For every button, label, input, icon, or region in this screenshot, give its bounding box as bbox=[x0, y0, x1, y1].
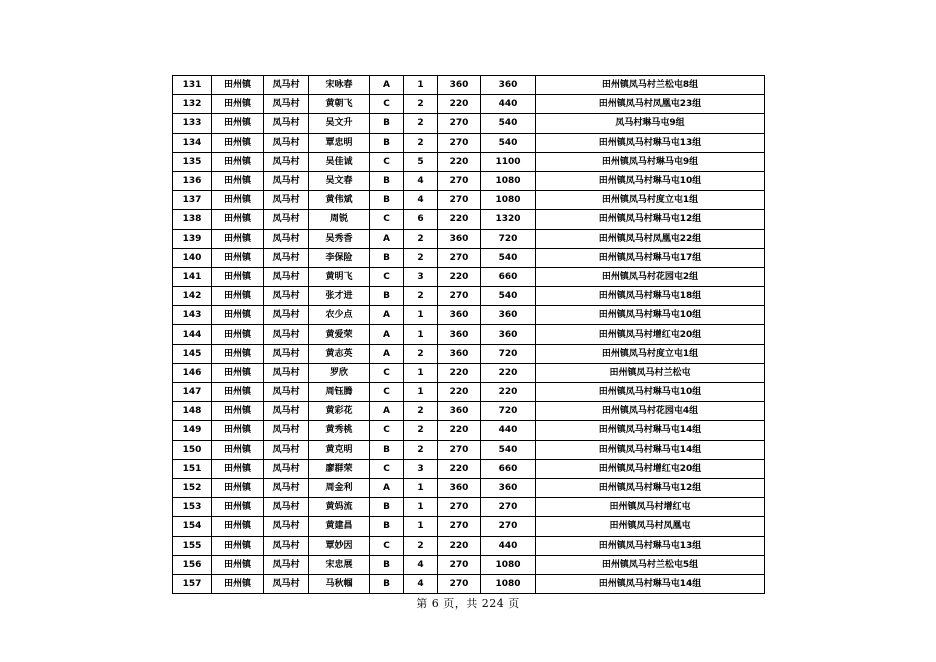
standard-cell: 220 bbox=[438, 267, 481, 286]
standard-cell: 270 bbox=[438, 555, 481, 574]
amount-cell: 660 bbox=[481, 459, 536, 478]
count-cell: 6 bbox=[404, 210, 438, 229]
amount-cell: 360 bbox=[481, 478, 536, 497]
standard-cell: 270 bbox=[438, 171, 481, 190]
count-cell: 2 bbox=[404, 402, 438, 421]
name-cell: 覃忠明 bbox=[309, 133, 370, 152]
amount-cell: 1080 bbox=[481, 171, 536, 190]
village-cell: 凤马村 bbox=[264, 76, 309, 95]
grade-cell: B bbox=[370, 171, 404, 190]
grade-cell: B bbox=[370, 555, 404, 574]
town-cell: 田州镇 bbox=[212, 171, 264, 190]
row-number: 141 bbox=[173, 267, 212, 286]
village-cell: 凤马村 bbox=[264, 383, 309, 402]
standard-cell: 360 bbox=[438, 344, 481, 363]
name-cell: 周金利 bbox=[309, 478, 370, 497]
grade-cell: C bbox=[370, 210, 404, 229]
name-cell: 张才进 bbox=[309, 287, 370, 306]
table-row bbox=[173, 363, 765, 382]
row-number: 137 bbox=[173, 191, 212, 210]
address-cell: 凤马村琳马屯9组 bbox=[536, 114, 765, 133]
table-row bbox=[173, 114, 765, 133]
table-row bbox=[173, 478, 765, 497]
village-cell: 凤马村 bbox=[264, 344, 309, 363]
amount-cell: 540 bbox=[481, 133, 536, 152]
table-row bbox=[173, 248, 765, 267]
table-row bbox=[173, 574, 765, 593]
name-cell: 吴文升 bbox=[309, 114, 370, 133]
village-cell: 凤马村 bbox=[264, 287, 309, 306]
amount-cell: 1080 bbox=[481, 574, 536, 593]
standard-cell: 220 bbox=[438, 536, 481, 555]
village-cell: 凤马村 bbox=[264, 210, 309, 229]
name-cell: 吴文春 bbox=[309, 171, 370, 190]
address-cell: 田州镇凤马村琳马屯10组 bbox=[536, 306, 765, 325]
address-cell: 田州镇凤马村花园屯4组 bbox=[536, 402, 765, 421]
name-cell: 宋咏春 bbox=[309, 76, 370, 95]
village-cell: 凤马村 bbox=[264, 95, 309, 114]
grade-cell: B bbox=[370, 114, 404, 133]
table-row bbox=[173, 76, 765, 95]
count-cell: 2 bbox=[404, 440, 438, 459]
name-cell: 黄妈流 bbox=[309, 498, 370, 517]
town-cell: 田州镇 bbox=[212, 498, 264, 517]
grade-cell: C bbox=[370, 421, 404, 440]
village-cell: 凤马村 bbox=[264, 363, 309, 382]
address-cell: 田州镇凤马村琳马屯12组 bbox=[536, 478, 765, 497]
grade-cell: A bbox=[370, 229, 404, 248]
town-cell: 田州镇 bbox=[212, 344, 264, 363]
grade-cell: B bbox=[370, 440, 404, 459]
table-row bbox=[173, 421, 765, 440]
standard-cell: 270 bbox=[438, 248, 481, 267]
amount-cell: 660 bbox=[481, 267, 536, 286]
grade-cell: C bbox=[370, 267, 404, 286]
amount-cell: 220 bbox=[481, 363, 536, 382]
address-cell: 田州镇凤马村花园屯2组 bbox=[536, 267, 765, 286]
count-cell: 2 bbox=[404, 248, 438, 267]
row-number: 146 bbox=[173, 363, 212, 382]
name-cell: 李保险 bbox=[309, 248, 370, 267]
grade-cell: A bbox=[370, 325, 404, 344]
town-cell: 田州镇 bbox=[212, 248, 264, 267]
village-cell: 凤马村 bbox=[264, 498, 309, 517]
amount-cell: 270 bbox=[481, 498, 536, 517]
name-cell: 黄彩花 bbox=[309, 402, 370, 421]
name-cell: 黄伟斌 bbox=[309, 191, 370, 210]
row-number: 131 bbox=[173, 76, 212, 95]
amount-cell: 720 bbox=[481, 402, 536, 421]
name-cell: 农少点 bbox=[309, 306, 370, 325]
village-cell: 凤马村 bbox=[264, 574, 309, 593]
row-number: 157 bbox=[173, 574, 212, 593]
name-cell: 罗欣 bbox=[309, 363, 370, 382]
grade-cell: B bbox=[370, 191, 404, 210]
table-row bbox=[173, 210, 765, 229]
table-row bbox=[173, 383, 765, 402]
count-cell: 2 bbox=[404, 536, 438, 555]
standard-cell: 270 bbox=[438, 498, 481, 517]
town-cell: 田州镇 bbox=[212, 152, 264, 171]
count-cell: 2 bbox=[404, 421, 438, 440]
row-number: 134 bbox=[173, 133, 212, 152]
row-number: 149 bbox=[173, 421, 212, 440]
count-cell: 1 bbox=[404, 517, 438, 536]
town-cell: 田州镇 bbox=[212, 383, 264, 402]
grade-cell: A bbox=[370, 478, 404, 497]
address-cell: 田州镇凤马村琳马屯12组 bbox=[536, 210, 765, 229]
row-number: 144 bbox=[173, 325, 212, 344]
address-cell: 田州镇凤马村琳马屯18组 bbox=[536, 287, 765, 306]
table-row bbox=[173, 229, 765, 248]
name-cell: 黄爱荣 bbox=[309, 325, 370, 344]
table-row bbox=[173, 287, 765, 306]
amount-cell: 540 bbox=[481, 248, 536, 267]
address-cell: 田州镇凤马村琳马屯14组 bbox=[536, 421, 765, 440]
village-cell: 凤马村 bbox=[264, 536, 309, 555]
village-cell: 凤马村 bbox=[264, 402, 309, 421]
name-cell: 黄朝飞 bbox=[309, 95, 370, 114]
town-cell: 田州镇 bbox=[212, 325, 264, 344]
address-cell: 田州镇凤马村凤凰屯 bbox=[536, 517, 765, 536]
village-cell: 凤马村 bbox=[264, 306, 309, 325]
data-table bbox=[172, 75, 765, 594]
name-cell: 马秋帼 bbox=[309, 574, 370, 593]
table-row bbox=[173, 402, 765, 421]
amount-cell: 440 bbox=[481, 536, 536, 555]
village-cell: 凤马村 bbox=[264, 229, 309, 248]
row-number: 150 bbox=[173, 440, 212, 459]
name-cell: 吴秀香 bbox=[309, 229, 370, 248]
standard-cell: 270 bbox=[438, 440, 481, 459]
table-row bbox=[173, 517, 765, 536]
town-cell: 田州镇 bbox=[212, 229, 264, 248]
town-cell: 田州镇 bbox=[212, 536, 264, 555]
row-number: 135 bbox=[173, 152, 212, 171]
table-row bbox=[173, 344, 765, 363]
village-cell: 凤马村 bbox=[264, 152, 309, 171]
count-cell: 1 bbox=[404, 306, 438, 325]
village-cell: 凤马村 bbox=[264, 459, 309, 478]
address-cell: 田州镇凤马村凤凰屯22组 bbox=[536, 229, 765, 248]
town-cell: 田州镇 bbox=[212, 267, 264, 286]
standard-cell: 220 bbox=[438, 95, 481, 114]
grade-cell: A bbox=[370, 76, 404, 95]
table-row bbox=[173, 536, 765, 555]
standard-cell: 220 bbox=[438, 152, 481, 171]
address-cell: 田州镇凤马村兰松屯8组 bbox=[536, 76, 765, 95]
village-cell: 凤马村 bbox=[264, 133, 309, 152]
amount-cell: 440 bbox=[481, 95, 536, 114]
count-cell: 1 bbox=[404, 325, 438, 344]
count-cell: 4 bbox=[404, 574, 438, 593]
village-cell: 凤马村 bbox=[264, 440, 309, 459]
standard-cell: 270 bbox=[438, 114, 481, 133]
address-cell: 田州镇凤马村琳马屯13组 bbox=[536, 133, 765, 152]
standard-cell: 220 bbox=[438, 383, 481, 402]
amount-cell: 440 bbox=[481, 421, 536, 440]
count-cell: 1 bbox=[404, 363, 438, 382]
row-number: 147 bbox=[173, 383, 212, 402]
row-number: 154 bbox=[173, 517, 212, 536]
count-cell: 2 bbox=[404, 287, 438, 306]
town-cell: 田州镇 bbox=[212, 478, 264, 497]
table-row bbox=[173, 95, 765, 114]
village-cell: 凤马村 bbox=[264, 555, 309, 574]
amount-cell: 360 bbox=[481, 306, 536, 325]
table-row bbox=[173, 267, 765, 286]
standard-cell: 220 bbox=[438, 210, 481, 229]
standard-cell: 360 bbox=[438, 402, 481, 421]
address-cell: 田州镇凤马村琳马屯14组 bbox=[536, 440, 765, 459]
town-cell: 田州镇 bbox=[212, 459, 264, 478]
row-number: 156 bbox=[173, 555, 212, 574]
town-cell: 田州镇 bbox=[212, 210, 264, 229]
amount-cell: 270 bbox=[481, 517, 536, 536]
page-footer: 第 6 页，共 224 页 bbox=[416, 597, 520, 610]
town-cell: 田州镇 bbox=[212, 363, 264, 382]
name-cell: 黄克明 bbox=[309, 440, 370, 459]
count-cell: 3 bbox=[404, 459, 438, 478]
name-cell: 廖群荣 bbox=[309, 459, 370, 478]
town-cell: 田州镇 bbox=[212, 306, 264, 325]
address-cell: 田州镇凤马村琳马屯10组 bbox=[536, 383, 765, 402]
grade-cell: B bbox=[370, 498, 404, 517]
table-row bbox=[173, 498, 765, 517]
grade-cell: C bbox=[370, 536, 404, 555]
count-cell: 1 bbox=[404, 76, 438, 95]
count-cell: 1 bbox=[404, 498, 438, 517]
row-number: 132 bbox=[173, 95, 212, 114]
name-cell: 宋忠展 bbox=[309, 555, 370, 574]
count-cell: 1 bbox=[404, 478, 438, 497]
amount-cell: 360 bbox=[481, 76, 536, 95]
village-cell: 凤马村 bbox=[264, 421, 309, 440]
town-cell: 田州镇 bbox=[212, 517, 264, 536]
address-cell: 田州镇凤马村增红屯20组 bbox=[536, 325, 765, 344]
address-cell: 田州镇凤马村琳马屯13组 bbox=[536, 536, 765, 555]
table-row bbox=[173, 555, 765, 574]
row-number: 140 bbox=[173, 248, 212, 267]
grade-cell: B bbox=[370, 574, 404, 593]
address-cell: 田州镇凤马村增红屯 bbox=[536, 498, 765, 517]
address-cell: 田州镇凤马村兰松屯 bbox=[536, 363, 765, 382]
amount-cell: 540 bbox=[481, 440, 536, 459]
standard-cell: 360 bbox=[438, 478, 481, 497]
grade-cell: A bbox=[370, 306, 404, 325]
row-number: 153 bbox=[173, 498, 212, 517]
standard-cell: 270 bbox=[438, 133, 481, 152]
row-number: 142 bbox=[173, 287, 212, 306]
count-cell: 5 bbox=[404, 152, 438, 171]
address-cell: 田州镇凤马村度立屯1组 bbox=[536, 344, 765, 363]
amount-cell: 1100 bbox=[481, 152, 536, 171]
table-row bbox=[173, 152, 765, 171]
town-cell: 田州镇 bbox=[212, 402, 264, 421]
amount-cell: 720 bbox=[481, 229, 536, 248]
village-cell: 凤马村 bbox=[264, 267, 309, 286]
name-cell: 周钰腾 bbox=[309, 383, 370, 402]
address-cell: 田州镇凤马村琳马屯9组 bbox=[536, 152, 765, 171]
address-cell: 田州镇凤马村度立屯1组 bbox=[536, 191, 765, 210]
standard-cell: 270 bbox=[438, 287, 481, 306]
standard-cell: 360 bbox=[438, 76, 481, 95]
standard-cell: 360 bbox=[438, 325, 481, 344]
table-row bbox=[173, 191, 765, 210]
amount-cell: 720 bbox=[481, 344, 536, 363]
amount-cell: 540 bbox=[481, 287, 536, 306]
name-cell: 黄建昌 bbox=[309, 517, 370, 536]
standard-cell: 270 bbox=[438, 517, 481, 536]
row-number: 139 bbox=[173, 229, 212, 248]
town-cell: 田州镇 bbox=[212, 76, 264, 95]
row-number: 148 bbox=[173, 402, 212, 421]
village-cell: 凤马村 bbox=[264, 171, 309, 190]
count-cell: 2 bbox=[404, 133, 438, 152]
standard-cell: 220 bbox=[438, 421, 481, 440]
row-number: 138 bbox=[173, 210, 212, 229]
name-cell: 黄秀桃 bbox=[309, 421, 370, 440]
row-number: 155 bbox=[173, 536, 212, 555]
address-cell: 田州镇凤马村琳马屯10组 bbox=[536, 171, 765, 190]
grade-cell: A bbox=[370, 344, 404, 363]
table-row bbox=[173, 459, 765, 478]
village-cell: 凤马村 bbox=[264, 191, 309, 210]
address-cell: 田州镇凤马村凤凰屯23组 bbox=[536, 95, 765, 114]
grade-cell: B bbox=[370, 517, 404, 536]
town-cell: 田州镇 bbox=[212, 555, 264, 574]
grade-cell: C bbox=[370, 95, 404, 114]
grade-cell: C bbox=[370, 459, 404, 478]
village-cell: 凤马村 bbox=[264, 478, 309, 497]
name-cell: 覃妙因 bbox=[309, 536, 370, 555]
count-cell: 4 bbox=[404, 191, 438, 210]
town-cell: 田州镇 bbox=[212, 133, 264, 152]
row-number: 143 bbox=[173, 306, 212, 325]
name-cell: 周锐 bbox=[309, 210, 370, 229]
standard-cell: 360 bbox=[438, 229, 481, 248]
town-cell: 田州镇 bbox=[212, 421, 264, 440]
count-cell: 4 bbox=[404, 171, 438, 190]
amount-cell: 1080 bbox=[481, 191, 536, 210]
standard-cell: 360 bbox=[438, 306, 481, 325]
amount-cell: 360 bbox=[481, 325, 536, 344]
town-cell: 田州镇 bbox=[212, 95, 264, 114]
address-cell: 田州镇凤马村琳马屯17组 bbox=[536, 248, 765, 267]
amount-cell: 540 bbox=[481, 114, 536, 133]
village-cell: 凤马村 bbox=[264, 325, 309, 344]
grade-cell: C bbox=[370, 363, 404, 382]
count-cell: 3 bbox=[404, 267, 438, 286]
count-cell: 2 bbox=[404, 229, 438, 248]
grade-cell: B bbox=[370, 133, 404, 152]
name-cell: 吴佳诚 bbox=[309, 152, 370, 171]
grade-cell: C bbox=[370, 152, 404, 171]
standard-cell: 270 bbox=[438, 574, 481, 593]
amount-cell: 220 bbox=[481, 383, 536, 402]
name-cell: 黄明飞 bbox=[309, 267, 370, 286]
count-cell: 2 bbox=[404, 344, 438, 363]
row-number: 133 bbox=[173, 114, 212, 133]
row-number: 136 bbox=[173, 171, 212, 190]
village-cell: 凤马村 bbox=[264, 517, 309, 536]
town-cell: 田州镇 bbox=[212, 191, 264, 210]
table-row bbox=[173, 306, 765, 325]
standard-cell: 220 bbox=[438, 459, 481, 478]
row-number: 151 bbox=[173, 459, 212, 478]
table-row bbox=[173, 440, 765, 459]
town-cell: 田州镇 bbox=[212, 574, 264, 593]
address-cell: 田州镇凤马村增红屯20组 bbox=[536, 459, 765, 478]
grade-cell: B bbox=[370, 287, 404, 306]
town-cell: 田州镇 bbox=[212, 114, 264, 133]
table-row bbox=[173, 325, 765, 344]
count-cell: 2 bbox=[404, 114, 438, 133]
amount-cell: 1080 bbox=[481, 555, 536, 574]
standard-cell: 270 bbox=[438, 191, 481, 210]
table-row bbox=[173, 171, 765, 190]
address-cell: 田州镇凤马村兰松屯5组 bbox=[536, 555, 765, 574]
village-cell: 凤马村 bbox=[264, 114, 309, 133]
grade-cell: B bbox=[370, 248, 404, 267]
row-number: 145 bbox=[173, 344, 212, 363]
count-cell: 4 bbox=[404, 555, 438, 574]
village-cell: 凤马村 bbox=[264, 248, 309, 267]
standard-cell: 220 bbox=[438, 363, 481, 382]
grade-cell: A bbox=[370, 402, 404, 421]
name-cell: 黄志英 bbox=[309, 344, 370, 363]
town-cell: 田州镇 bbox=[212, 287, 264, 306]
table-row bbox=[173, 133, 765, 152]
count-cell: 1 bbox=[404, 383, 438, 402]
amount-cell: 1320 bbox=[481, 210, 536, 229]
address-cell: 田州镇凤马村琳马屯14组 bbox=[536, 574, 765, 593]
town-cell: 田州镇 bbox=[212, 440, 264, 459]
row-number: 152 bbox=[173, 478, 212, 497]
grade-cell: C bbox=[370, 383, 404, 402]
count-cell: 2 bbox=[404, 95, 438, 114]
